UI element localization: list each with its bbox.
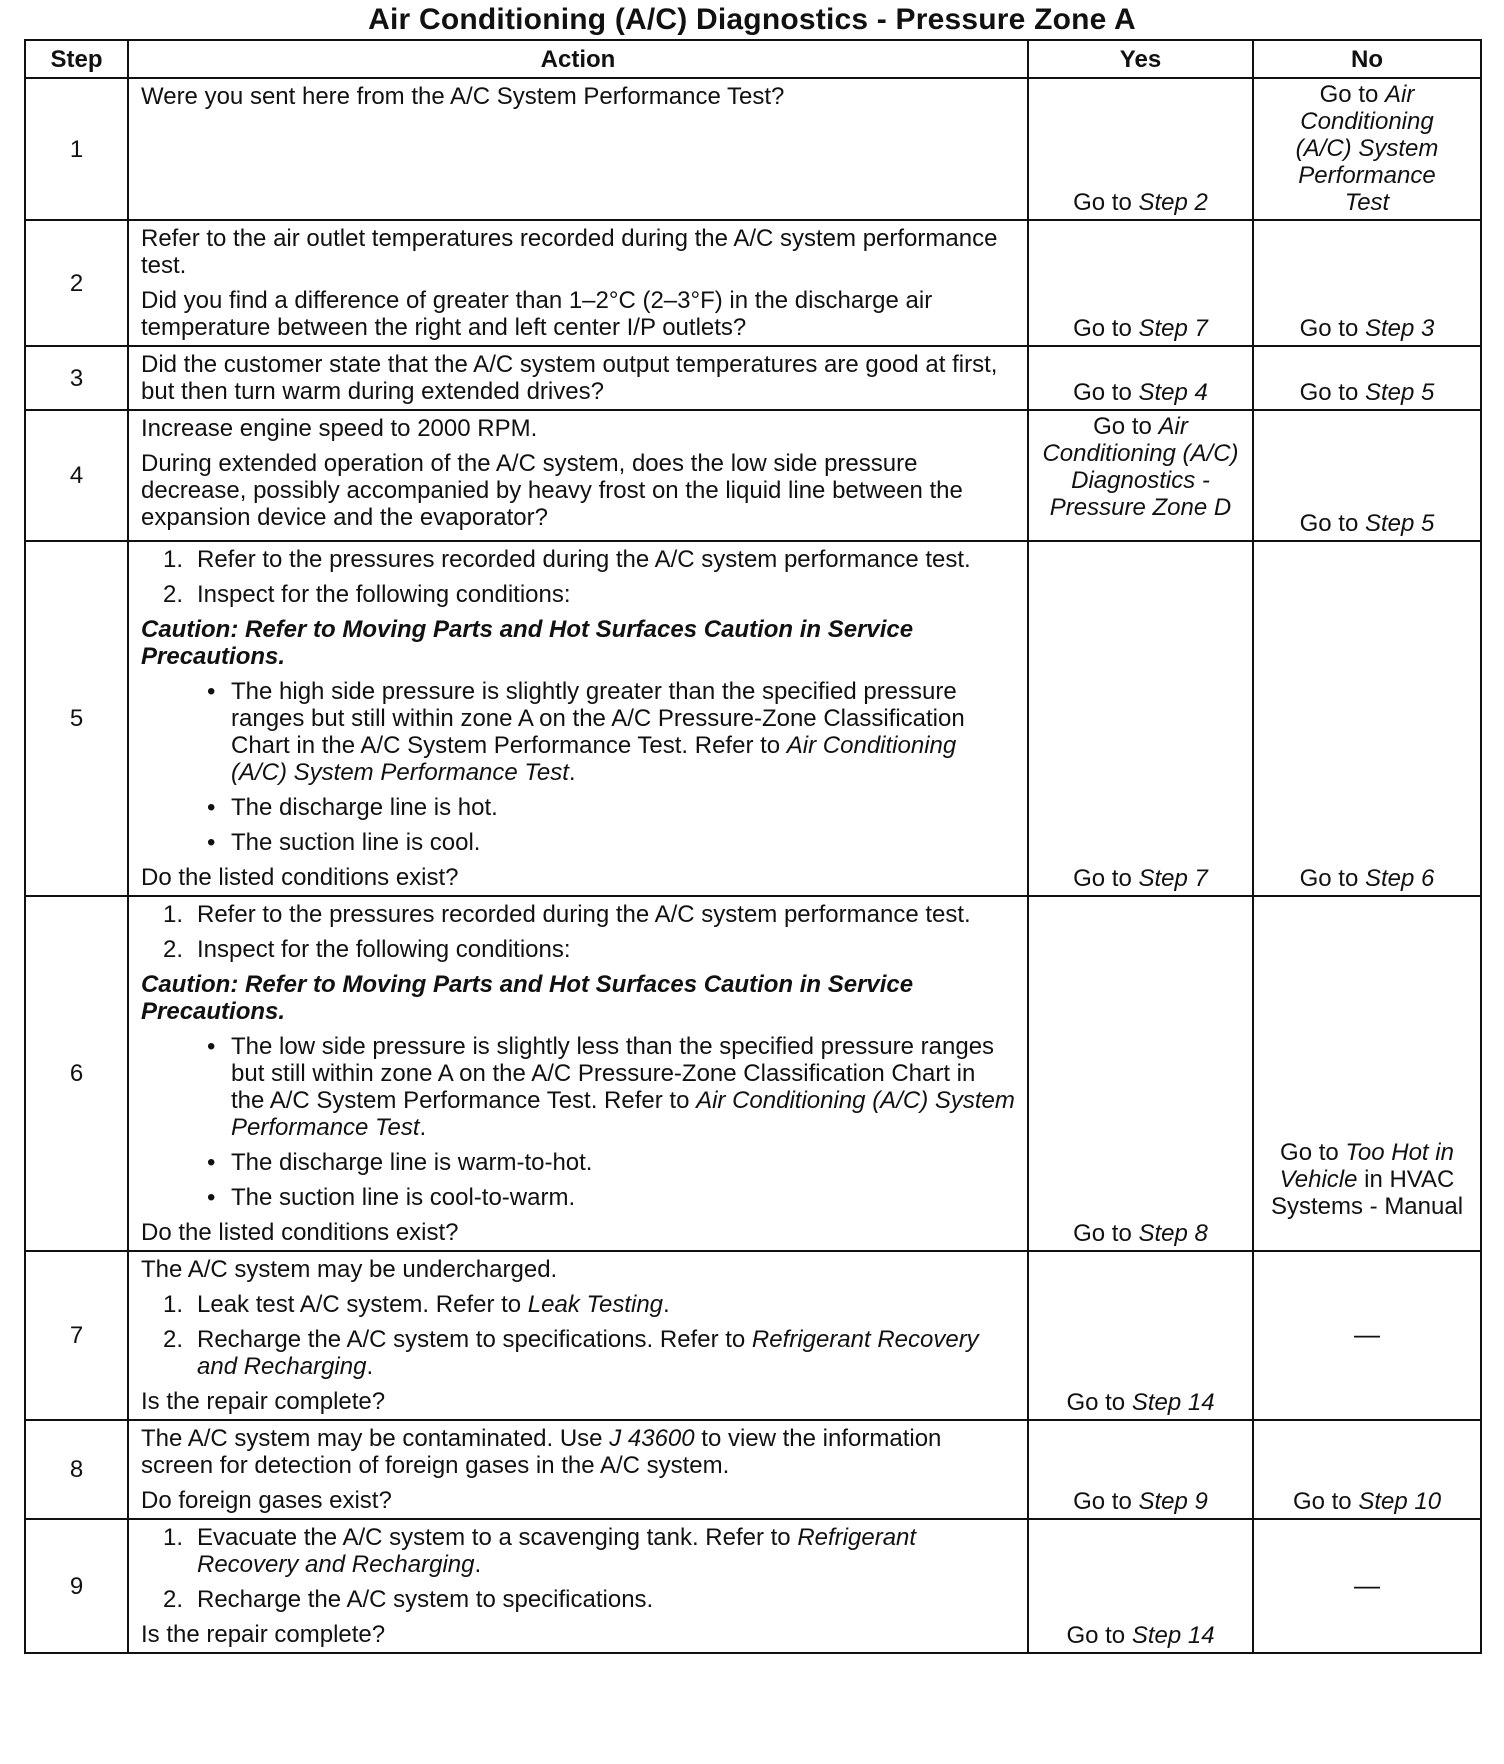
step-question: Do the listed conditions exist?: [141, 1219, 459, 1246]
no-link[interactable]: Step 5: [1364, 379, 1435, 406]
action-cell: [128, 346, 1028, 410]
caution-note: Caution: Refer to Moving Parts and Hot Surfaces Caution in Service Precautions.: [141, 616, 914, 670]
table-row: [25, 541, 1481, 896]
list-item: 2. Recharge the A/C system to specifications. Refer to Refrigerant Recovery and Recharging.: [163, 1326, 979, 1380]
step-number: 6: [25, 896, 128, 1251]
action-cell: [128, 220, 1028, 346]
table-row: [25, 1420, 1481, 1519]
tool-reference: J 43600: [609, 1425, 695, 1452]
table-row: [25, 346, 1481, 410]
no-cell: [1253, 1519, 1481, 1653]
list-item: 2. Recharge the A/C system to specifications.: [163, 1586, 654, 1613]
table-row: [25, 78, 1481, 220]
yes-link[interactable]: Step 4: [1138, 379, 1208, 406]
bullet-icon: •: [207, 1033, 216, 1060]
bullet-icon: •: [207, 829, 216, 856]
yes-link[interactable]: Step 9: [1138, 1488, 1208, 1515]
step-number: 3: [25, 346, 128, 410]
table-row: [25, 410, 1481, 541]
table-row: [25, 896, 1481, 1251]
no-cell[interactable]: Go to Step 5: [1253, 346, 1481, 410]
step-question: Do the listed conditions exist?: [141, 864, 459, 891]
yes-link[interactable]: Step 14: [1131, 1389, 1215, 1416]
step-question: Did you find a difference of greater than 1–2°C (2–3°F) in the discharge air temperature between the right and left center I/P outlets?: [141, 287, 933, 341]
action-cell: [128, 410, 1028, 541]
list-item: • The discharge line is warm-to-hot.: [207, 1149, 593, 1176]
header-no: No: [1253, 40, 1481, 78]
bullet-icon: •: [207, 794, 216, 821]
no-link[interactable]: Air Conditioning (A/C) System Performance Test: [1295, 81, 1439, 216]
no-cell[interactable]: Go to Step 6: [1253, 541, 1481, 896]
reference-link[interactable]: Refrigerant Recovery and Recharging: [197, 1524, 917, 1578]
yes-cell[interactable]: Go to Step 14: [1028, 1251, 1253, 1420]
step-question: Is the repair complete?: [141, 1388, 386, 1415]
action-cell: [128, 78, 1028, 220]
no-cell: [1253, 1251, 1481, 1420]
no-cell[interactable]: Go to Step 10: [1253, 1420, 1481, 1519]
step-question: Did the customer state that the A/C system output temperatures are good at first, but then turn warm during extended drives?: [141, 351, 998, 405]
no-link[interactable]: Too Hot in Vehicle: [1279, 1139, 1454, 1193]
list-item: 2. Inspect for the following conditions:: [163, 936, 571, 963]
list-item: • The high side pressure is slightly greater than the specified pressure ranges but still within zone A on the A/C Pressure-Zone Classification Chart in the A/C System Performance Test. Refer to Air Conditioning (A/C) System Performance Test.: [207, 678, 965, 786]
yes-link[interactable]: Step 2: [1138, 189, 1208, 216]
yes-cell[interactable]: Go to Step 8: [1028, 896, 1253, 1251]
step-number: 9: [25, 1519, 128, 1653]
step-question: Do foreign gases exist?: [141, 1487, 392, 1514]
action-cell: [128, 1251, 1028, 1420]
header-action: Action: [128, 40, 1028, 78]
action-cell: [128, 896, 1028, 1251]
no-link[interactable]: Step 5: [1364, 510, 1435, 537]
yes-cell[interactable]: Go to Step 9: [1028, 1420, 1253, 1519]
yes-link[interactable]: Step 14: [1131, 1622, 1215, 1649]
table-row: [25, 1251, 1481, 1420]
diagnostic-table: [24, 39, 1482, 1654]
step-instruction: The A/C system may be undercharged.: [141, 1256, 558, 1283]
bullet-icon: •: [207, 678, 216, 705]
list-item: • The suction line is cool.: [207, 829, 481, 856]
not-applicable-dash: —: [1354, 1569, 1380, 1600]
yes-link[interactable]: Step 7: [1138, 865, 1208, 892]
no-cell[interactable]: Go to Air Conditioning (A/C) System Performance Test: [1253, 78, 1481, 220]
reference-link[interactable]: Air Conditioning (A/C) System Performance Test: [231, 732, 957, 786]
no-cell[interactable]: Go to Step 3: [1253, 220, 1481, 346]
step-instruction: Increase engine speed to 2000 RPM.: [141, 415, 538, 442]
header-yes: Yes: [1028, 40, 1253, 78]
yes-cell[interactable]: Go to Step 14: [1028, 1519, 1253, 1653]
list-item: 1. Leak test A/C system. Refer to Leak Testing.: [163, 1291, 670, 1318]
step-number: 1: [25, 78, 128, 220]
table-row: [25, 220, 1481, 346]
no-link[interactable]: Step 6: [1364, 865, 1435, 892]
bullet-icon: •: [207, 1184, 216, 1211]
not-applicable-dash: —: [1354, 1319, 1380, 1349]
step-question: Is the repair complete?: [141, 1621, 386, 1648]
list-item: • The suction line is cool-to-warm.: [207, 1184, 576, 1211]
no-cell[interactable]: Go to Too Hot in Vehicle in HVAC Systems - Manual: [1253, 896, 1481, 1251]
yes-link[interactable]: Step 7: [1138, 315, 1208, 342]
caution-note: Caution: Refer to Moving Parts and Hot Surfaces Caution in Service Precautions.: [141, 971, 914, 1025]
step-number: 8: [25, 1420, 128, 1519]
list-item: • The discharge line is hot.: [207, 794, 498, 821]
reference-link[interactable]: Air Conditioning (A/C) System Performance Test: [231, 1087, 1015, 1141]
no-cell[interactable]: Go to Step 5: [1253, 410, 1481, 541]
yes-cell[interactable]: Go to Step 4: [1028, 346, 1253, 410]
yes-cell[interactable]: Go to Air Conditioning (A/C) Diagnostics - Pressure Zone D: [1028, 410, 1253, 541]
yes-link[interactable]: Air Conditioning (A/C) Diagnostics - Pressure Zone D: [1042, 413, 1239, 521]
yes-cell[interactable]: Go to Step 2: [1028, 78, 1253, 220]
yes-link[interactable]: Step 8: [1138, 1220, 1208, 1247]
reference-link[interactable]: Leak Testing: [527, 1291, 664, 1318]
list-item: • The low side pressure is slightly less than the specified pressure ranges but still within zone A on the A/C Pressure-Zone Classification Chart in the A/C System Performance Test. Refer to Air Conditioning (A/C) System Performance Test.: [207, 1033, 1015, 1141]
yes-cell[interactable]: Go to Step 7: [1028, 220, 1253, 346]
step-instruction: Refer to the air outlet temperatures recorded during the A/C system performance test.: [141, 225, 998, 279]
list-item: 1. Refer to the pressures recorded during the A/C system performance test.: [163, 901, 971, 928]
table-row: [25, 1519, 1481, 1653]
reference-link[interactable]: Refrigerant Recovery and Recharging: [197, 1326, 979, 1380]
step-number: 4: [25, 410, 128, 541]
step-number: 5: [25, 541, 128, 896]
bullet-icon: •: [207, 1149, 216, 1176]
list-item: 1. Evacuate the A/C system to a scavenging tank. Refer to Refrigerant Recovery and Recharging.: [163, 1524, 917, 1578]
no-link[interactable]: Step 10: [1358, 1488, 1442, 1515]
step-number: 2: [25, 220, 128, 346]
step-question: Were you sent here from the A/C System Performance Test?: [141, 83, 785, 110]
list-item: 2. Inspect for the following conditions:: [163, 581, 571, 608]
header-row: [25, 40, 1481, 78]
header-step: Step: [25, 40, 128, 78]
action-cell: [128, 1420, 1028, 1519]
step-instruction: The A/C system may be contaminated. Use J 43600 to view the information screen for detection of foreign gases in the A/C system.: [141, 1425, 942, 1479]
step-number: 7: [25, 1251, 128, 1420]
page-title: Air Conditioning (A/C) Diagnostics - Pressure Zone A: [368, 3, 1136, 36]
no-link[interactable]: Step 3: [1364, 315, 1435, 342]
list-item: 1. Refer to the pressures recorded during the A/C system performance test.: [163, 546, 971, 573]
action-cell: [128, 1519, 1028, 1653]
yes-cell[interactable]: Go to Step 7: [1028, 541, 1253, 896]
action-cell: [128, 541, 1028, 896]
step-question: During extended operation of the A/C system, does the low side pressure decrease, possibly accompanied by heavy frost on the liquid line between the expansion device and the evaporator?: [141, 450, 963, 531]
